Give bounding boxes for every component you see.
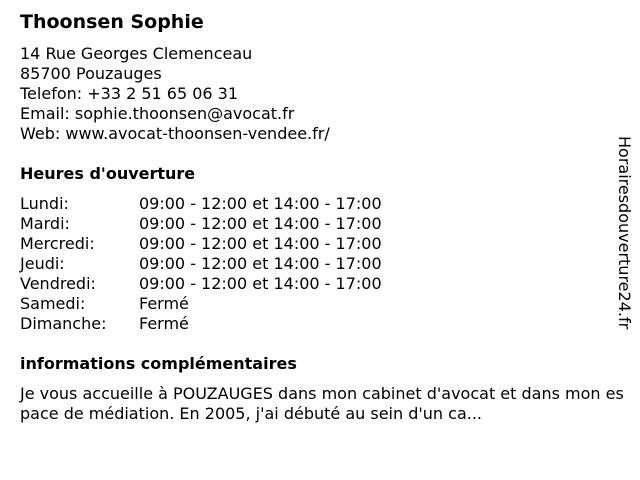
day-label: Dimanche: xyxy=(20,314,107,333)
address-block xyxy=(20,44,330,144)
day-label: Jeudi: xyxy=(20,254,65,273)
time-value: 09:00 - 12:00 et 14:00 - 17:00 xyxy=(139,194,382,213)
city: 85700 Pouzauges xyxy=(20,64,162,83)
day-label: Mercredi: xyxy=(20,234,95,253)
time-value: 09:00 - 12:00 et 14:00 - 17:00 xyxy=(139,254,382,273)
info-heading: informations complémentaires xyxy=(20,354,297,373)
street-address: 14 Rue Georges Clemenceau xyxy=(20,44,253,63)
phone: Telefon: +33 2 51 65 06 31 xyxy=(20,84,239,103)
time-value: 09:00 - 12:00 et 14:00 - 17:00 xyxy=(139,234,382,253)
time-value: 09:00 - 12:00 et 14:00 - 17:00 xyxy=(139,274,382,293)
day-label: Lundi: xyxy=(20,194,69,213)
email: Email: sophie.thoonsen@avocat.fr xyxy=(20,104,295,123)
watermark xyxy=(614,136,634,346)
info-text: Je vous accueille à POUZAUGES dans mon cabinet d'avocat et dans mon espace de médiation. En 2005, j'ai débuté au sein d'un ca... xyxy=(20,384,624,423)
page-title: Thoonsen Sophie xyxy=(20,11,204,33)
time-value: 09:00 - 12:00 et 14:00 - 17:00 xyxy=(139,214,382,233)
hours-heading: Heures d'ouverture xyxy=(20,164,196,183)
day-label: Vendredi: xyxy=(20,274,96,293)
watermark-text: Horairesdouverture24.fr xyxy=(615,136,634,330)
day-label: Samedi: xyxy=(20,294,86,313)
day-label: Mardi: xyxy=(20,214,70,233)
website: Web: www.avocat-thoonsen-vendee.fr/ xyxy=(20,124,330,143)
time-value: Fermé xyxy=(139,294,189,313)
time-value: Fermé xyxy=(139,314,189,333)
